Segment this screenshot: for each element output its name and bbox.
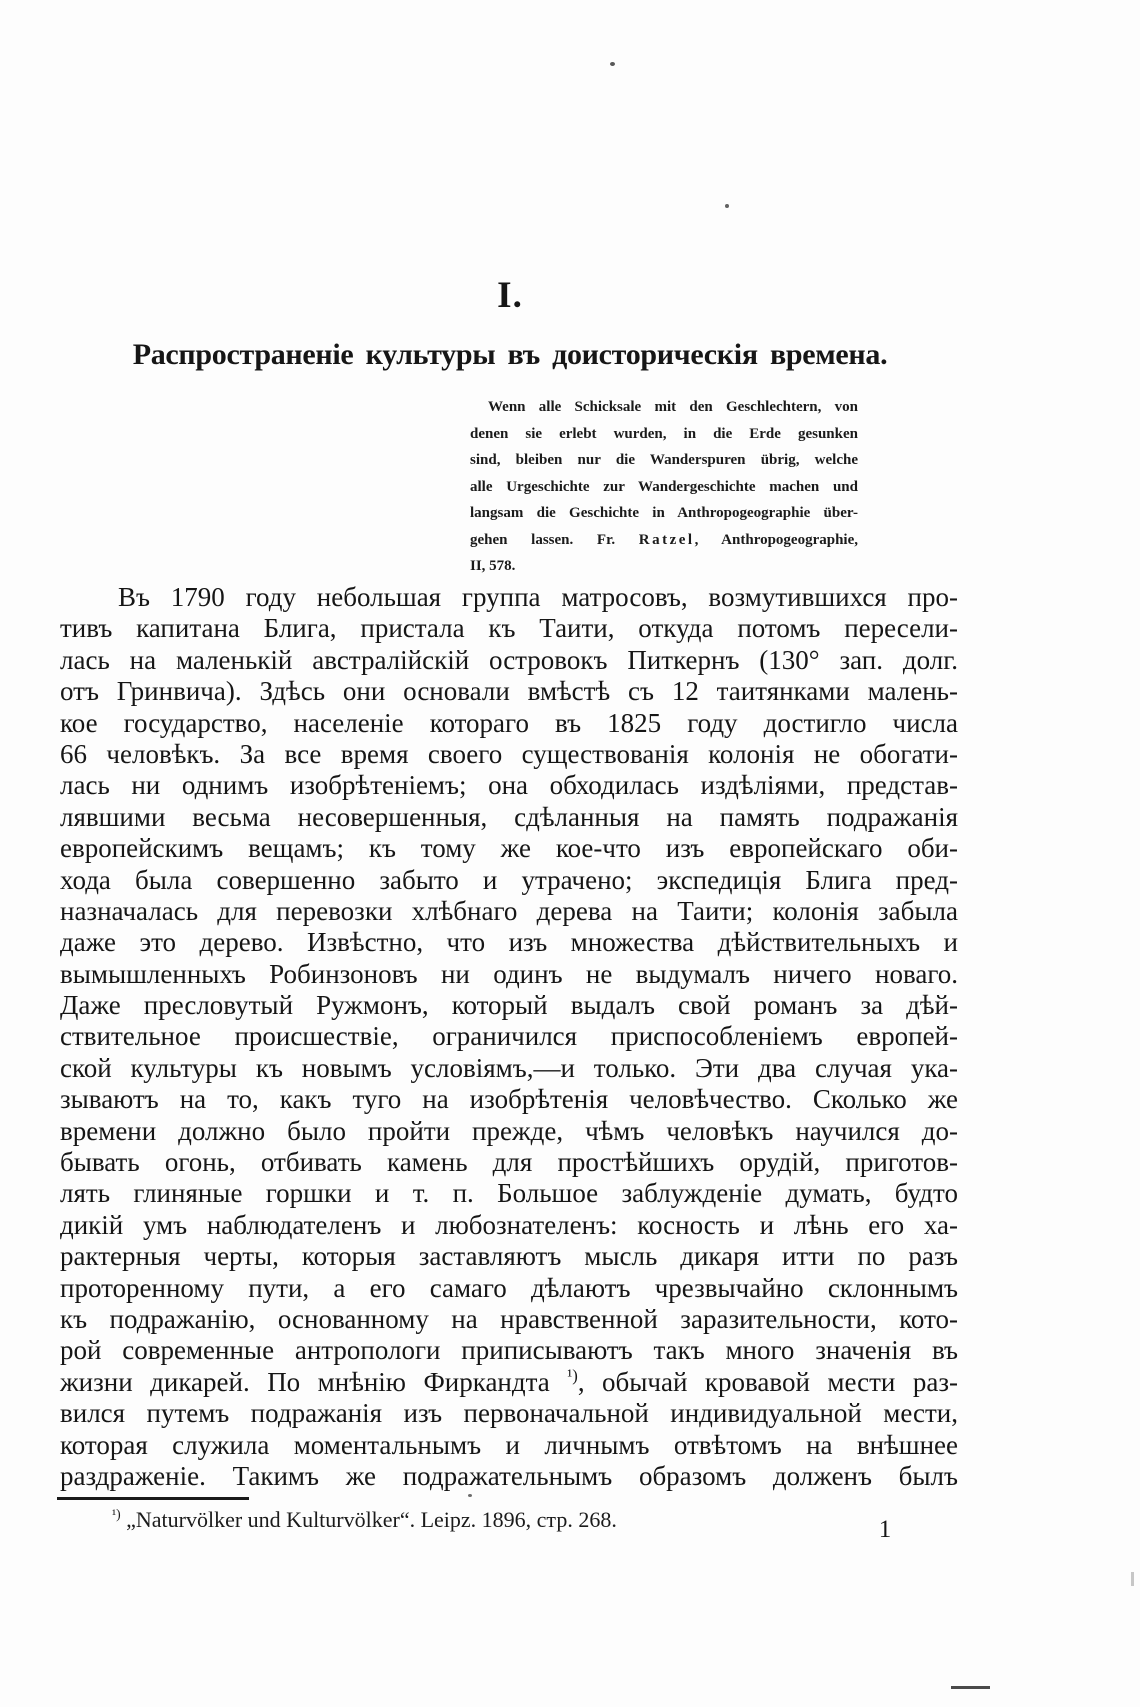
- chapter-title: Распространеніе культуры въ доисторическія времена.: [132, 338, 888, 371]
- body-line: кое государство, населеніе котораго въ 1825 году достигло числа: [60, 707, 958, 738]
- body-paragraph: [60, 582, 958, 1492]
- body-line: 66 человѣкъ. За все время своего существованія колонія не обогати-: [60, 738, 958, 769]
- body-line-text: жизни дикарей. По мнѣнію Фиркандта: [60, 1366, 568, 1397]
- epigraph-line: Wenn alle Schicksale mit den Geschlechtern, von: [488, 399, 858, 415]
- scan-speck: [468, 1494, 472, 1497]
- epigraph-line: alle Urgeschichte zur Wandergeschichte machen und: [470, 478, 858, 495]
- footnote-text: „Naturvölker und Kulturvölker“. Leipz. 1896, стр. 268.: [120, 1507, 617, 1532]
- body-line: проторенному пути, а его самаго дѣлаютъ чрезвычайно склоннымъ: [60, 1272, 958, 1303]
- body-line: тивъ капитана Блига, пристала къ Таити, откуда потомъ пересели-: [60, 613, 958, 644]
- body-line: лась ни однимъ изобрѣтеніемъ; она обходилась издѣліями, представ-: [60, 770, 958, 801]
- footnote-divider-rule: [57, 1497, 249, 1500]
- body-line: европейскимъ вещамъ; къ тому же кое-что изъ европейскаго оби-: [60, 833, 958, 864]
- footnote: [112, 1507, 952, 1533]
- epigraph-line: langsam die Geschichte in Anthropogeographie über-: [470, 505, 858, 521]
- epigraph-attribution-prefix: gehen lassen. Fr.: [470, 531, 616, 548]
- scan-edge-tick: [1131, 1572, 1134, 1586]
- body-line: ской культуры къ новымъ условіямъ,—и только. Эти два случая ука-: [60, 1052, 958, 1083]
- scan-speck: [610, 62, 615, 66]
- epigraph-block: [470, 394, 858, 580]
- body-line: вился путемъ подражанія изъ первоначальной индивидуальной мести,: [60, 1398, 958, 1429]
- text-column: [60, 0, 960, 1707]
- epigraph-attribution: [470, 527, 858, 554]
- body-line: лась на маленькій австралійскій островокъ Питкернъ (130° зап. долг.: [60, 644, 958, 675]
- body-line: вымышленныхъ Робинзоновъ ни одинъ не выдумалъ ничего новаго.: [60, 958, 958, 989]
- body-line: бывать огонь, отбивать камень для простѣйшихъ орудій, приготов-: [60, 1147, 958, 1178]
- body-line: которая служила моментальнымъ и личнымъ отвѣтомъ на внѣшнее: [60, 1429, 958, 1460]
- scan-speck: [725, 204, 729, 208]
- scan-mark-dash: [951, 1686, 990, 1689]
- body-line: лявшими весьма несовершенныя, сдѣланныя на память подражанія: [60, 801, 958, 832]
- body-line: рой современные антропологи приписываютъ такъ много значенія въ: [60, 1335, 958, 1366]
- epigraph-attribution-suffix: , Anthropogeographie,: [694, 531, 858, 548]
- body-line: ствительное происшествіе, ограничился приспособленіемъ европей-: [60, 1021, 958, 1052]
- body-line: хода была совершенно забыто и утрачено; экспедиція Блига пред-: [60, 864, 958, 895]
- epigraph-volume-page: II, 578.: [470, 558, 516, 574]
- footnote-reference-marker: ¹): [567, 1365, 578, 1385]
- body-line-with-footnote-marker: [60, 1367, 958, 1398]
- body-line: раздраженіе. Такимъ же подражательнымъ образомъ долженъ былъ: [60, 1460, 958, 1491]
- body-line: даже это дерево. Извѣстно, что изъ множества дѣйствительныхъ и: [60, 927, 958, 958]
- epigraph-author-name: Ratzel: [638, 531, 695, 548]
- body-line: назначалась для перевозки хлѣбнаго дерева на Таити; колонія забыла: [60, 895, 958, 926]
- body-line: дикій умъ наблюдателенъ и любознателенъ: косность и лѣнь его ха-: [60, 1209, 958, 1240]
- page-number: 1: [878, 1516, 892, 1543]
- epigraph-line: denen sie erlebt wurden, in die Erde gesunken: [470, 425, 858, 442]
- body-line: рактерныя черты, которыя заставляютъ мысль дикаря итти по разъ: [60, 1241, 958, 1272]
- epigraph-line: sind, bleiben nur die Wanderspuren übrig, welche: [470, 452, 858, 468]
- body-line: лять глиняные горшки и т. п. Большое заблужденіе думать, будто: [60, 1178, 958, 1209]
- body-line: Въ 1790 году небольшая группа матросовъ, возмутившихся про-: [118, 582, 958, 612]
- footnote-marker: ¹): [112, 1506, 121, 1522]
- body-line: отъ Гринвича). Здѣсь они основали вмѣстѣ съ 12 таитянками малень-: [60, 676, 958, 707]
- body-line: Даже пресловутый Ружмонъ, который выдалъ свой романъ за дѣй-: [60, 990, 958, 1021]
- body-line: времени должно было пройти прежде, чѣмъ человѣкъ научился до-: [60, 1115, 958, 1146]
- body-line-text: , обычай кровавой мести раз-: [577, 1366, 958, 1397]
- body-line: къ подражанію, основанному на нравственной заразительности, кото-: [60, 1303, 958, 1334]
- chapter-number: I.: [497, 275, 523, 316]
- body-line: зываютъ на то, какъ туго на изобрѣтенія человѣчество. Сколько же: [60, 1084, 958, 1115]
